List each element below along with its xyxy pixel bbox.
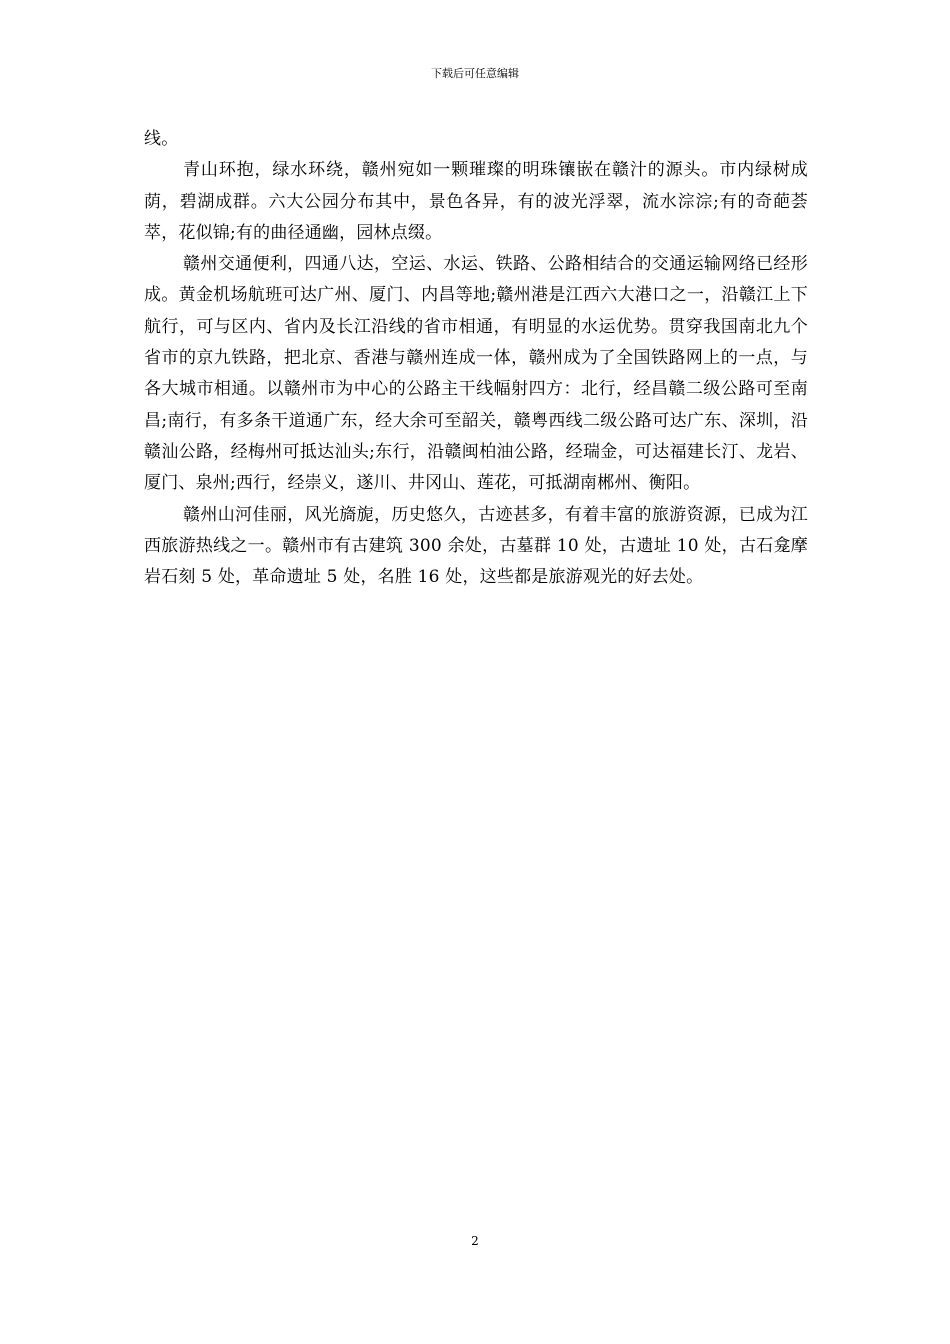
document-body (144, 124, 808, 593)
paragraph-continuation: 线。 (144, 129, 179, 149)
page-number: 2 (471, 1234, 479, 1248)
page-header: 下载后可任意编辑 (431, 67, 519, 80)
paragraph-transportation: 赣州交通便利，四通八达，空运、水运、铁路、公路相结合的交通运输网络已经形成。黄金机场航班可达广州、厦门、内昌等地;赣州港是江西六大港口之一，沿赣江上下航行，可与区内、省内及长江沿线的省市相通，有明显的水运优势。贯穿我国南北九个省市的京九铁路，把北京、香港与赣州连成一体，赣州成为了全国铁路网上的一点，与各大城市相通。以赣州市为中心的公路主干线幅射四方：北行，经昌赣二级公路可至南昌;南行，有多条干道通广东，经大余可至韶关，赣粤西线二级公路可达广东、深圳，沿赣汕公路，经梅州可抵达汕头;东行，沿赣闽柏油公路，经瑞金，可达福建长汀、龙岩、厦门、泉州;西行，经崇义，遂川、井冈山、莲花，可抵湖南郴州、衡阳。 (144, 254, 808, 494)
paragraph-scenery: 青山环抱，绿水环绕，赣州宛如一颗璀璨的明珠镶嵌在赣汁的源头。市内绿树成荫，碧湖成群。六大公园分布其中，景色各异，有的波光浮翠，流水淙淙;有的奇葩荟萃，花似锦;有的曲径通幽，园林点缀。 (144, 160, 808, 243)
paragraph-tourism: 赣州山河佳丽，风光旖旎，历史悠久，古迹甚多，有着丰富的旅游资源，已成为江西旅游热线之一。赣州市有古建筑 300 余处，古墓群 10 处，古遗址 10 处，古石龛摩岩石刻 5 处，革命遗址 5 处，名胜 16 处，这些都是旅游观光的好去处。 (144, 504, 808, 588)
